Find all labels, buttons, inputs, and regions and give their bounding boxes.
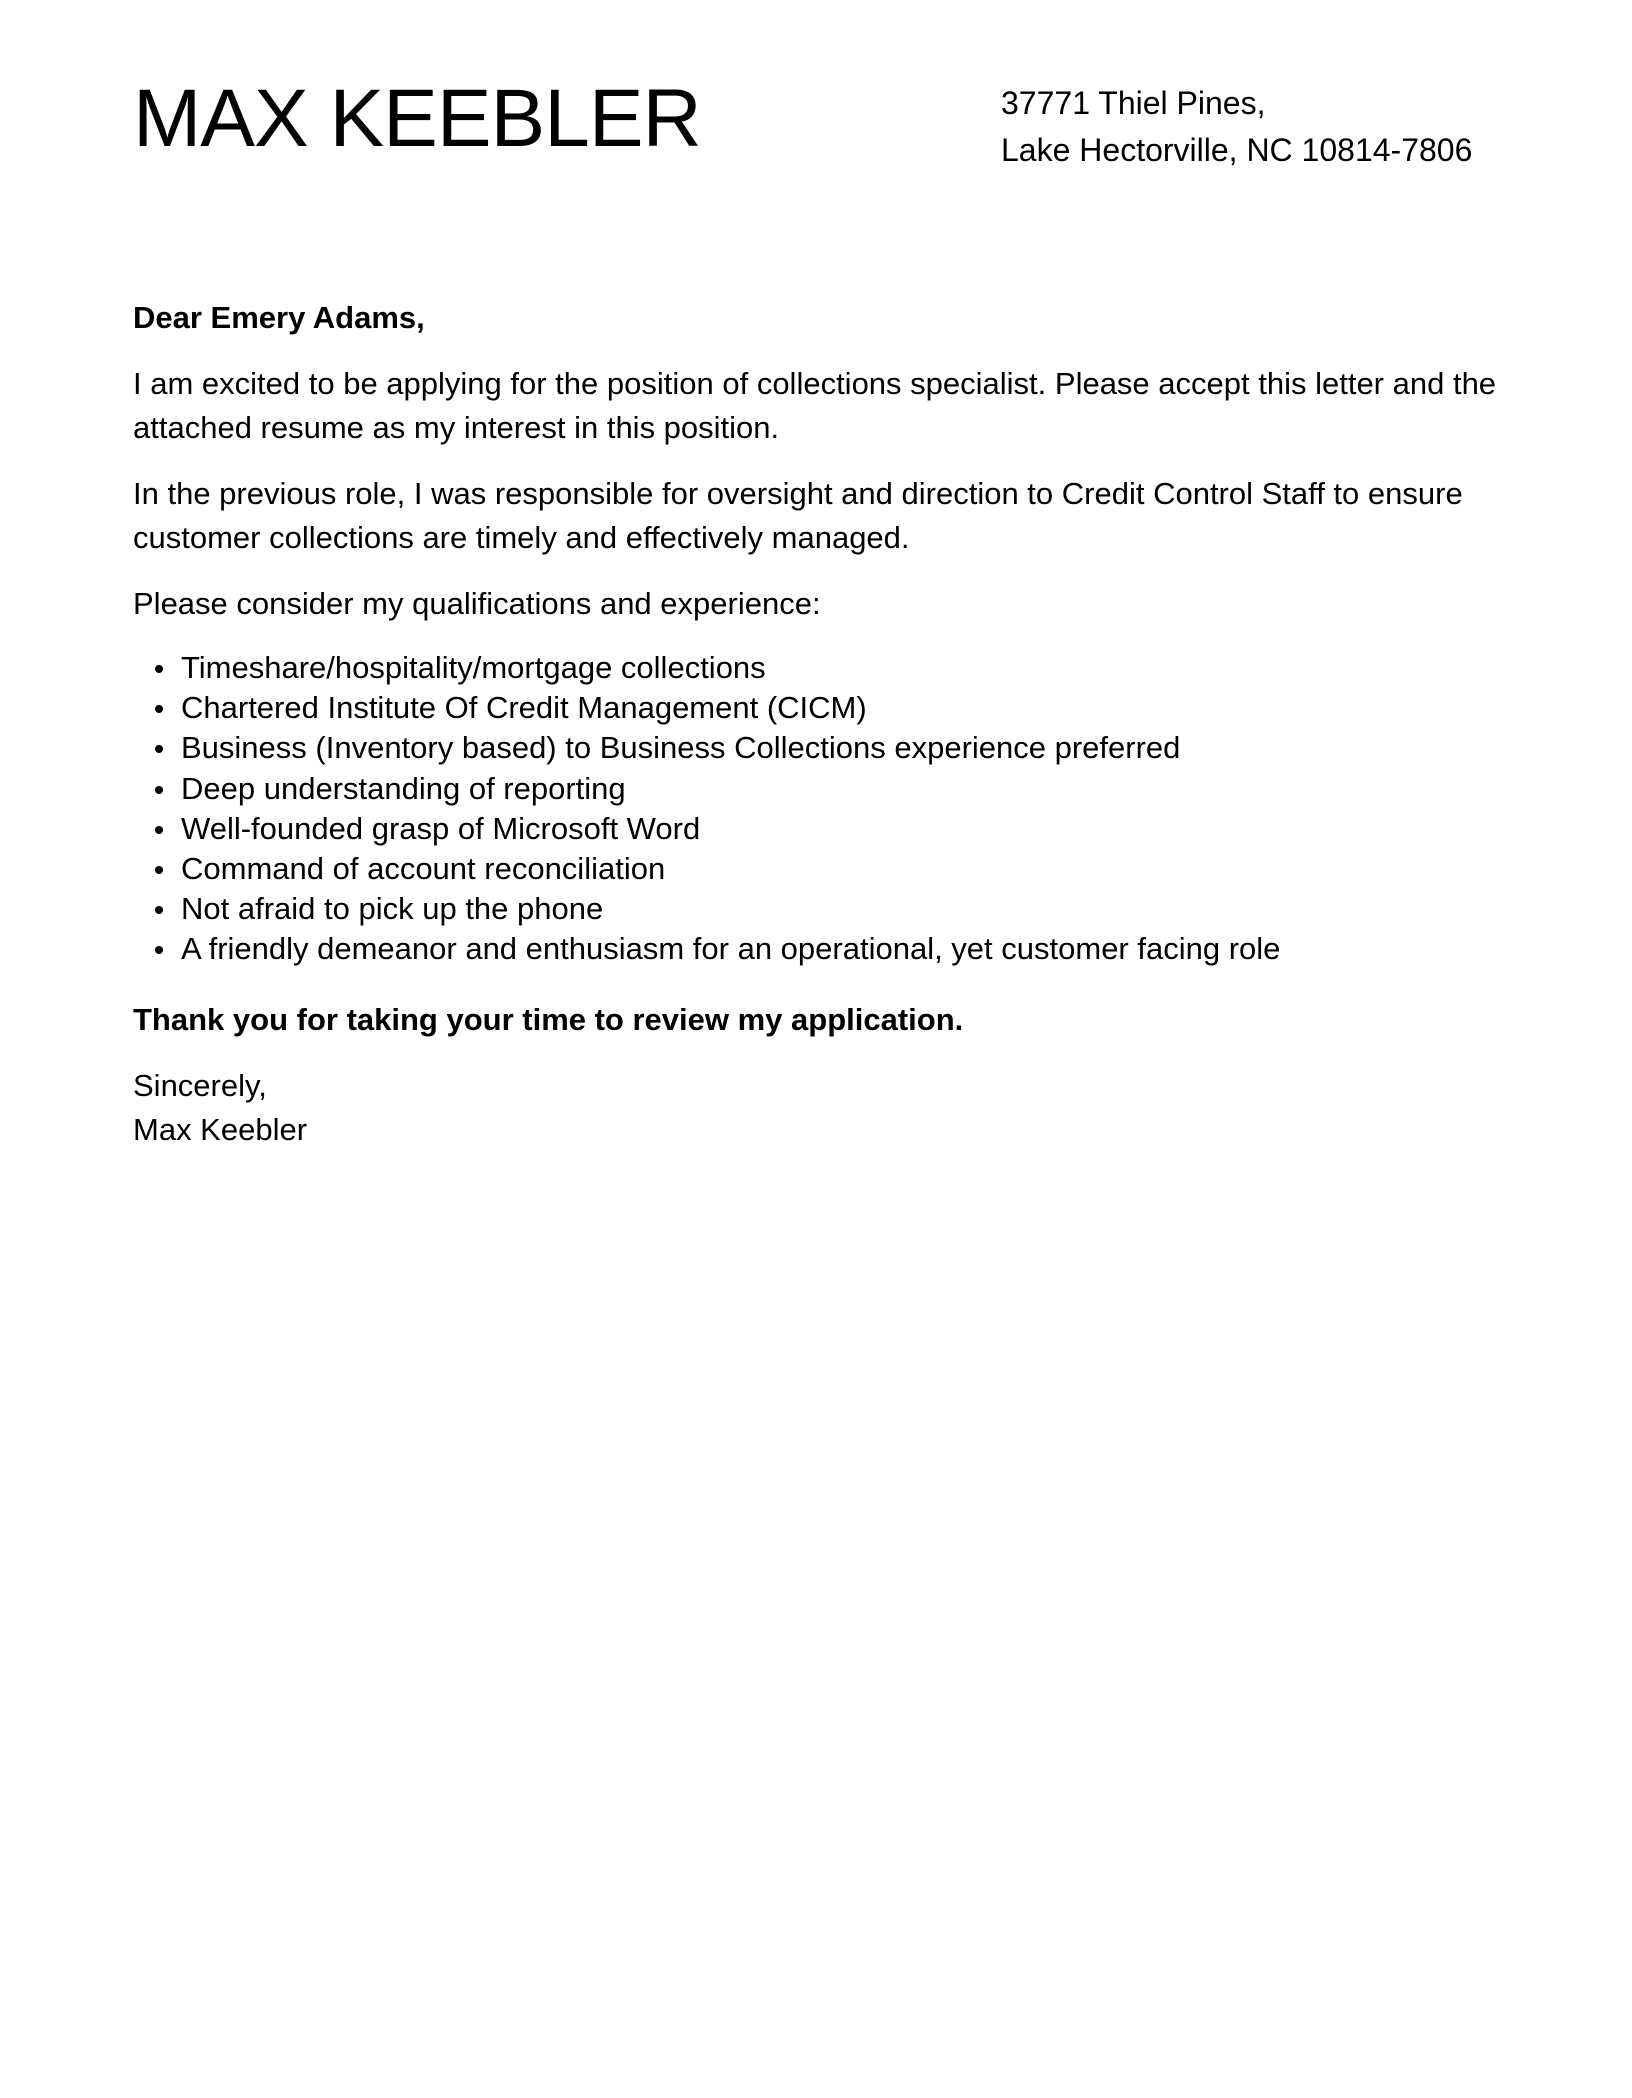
bullet-icon <box>155 705 163 713</box>
list-item-text: Timeshare/hospitality/mortgage collections <box>181 650 766 685</box>
list-item <box>181 929 1499 969</box>
list-item <box>181 688 1499 728</box>
list-item-text: Business (Inventory based) to Business Collections experience preferred <box>181 730 1181 766</box>
list-item <box>181 809 1499 849</box>
list-item <box>181 849 1499 889</box>
bullet-icon <box>155 745 163 753</box>
closing-block <box>133 1064 1499 1152</box>
qualifications-list <box>133 648 1499 970</box>
bullet-icon <box>155 866 163 874</box>
list-item-text: Deep understanding of reporting <box>181 770 626 806</box>
list-item <box>181 728 1499 768</box>
list-item-text: Chartered Institute Of Credit Management (CICM) <box>181 690 867 726</box>
list-item-text: Command of account reconciliation <box>181 851 666 887</box>
thank-you-line: Thank you for taking your time to review my application. <box>133 1001 964 1037</box>
bullet-icon <box>155 786 163 794</box>
bullet-icon <box>155 826 163 834</box>
bullet-icon <box>155 906 163 914</box>
list-item-text: A friendly demeanor and enthusiasm for an operational, yet customer facing role <box>181 931 1281 967</box>
list-item-text: Not afraid to pick up the phone <box>181 891 604 927</box>
signature-name: Max Keebler <box>133 1111 308 1147</box>
list-item-text: Well-founded grasp of Microsoft Word <box>181 810 701 846</box>
list-item <box>181 648 1499 688</box>
bullet-icon <box>155 946 163 954</box>
bullet-icon <box>155 665 163 673</box>
applicant-address <box>1001 80 1472 174</box>
experience-paragraph: In the previous role, I was responsible for oversight and direction to Credit Control Staff to ensure customer collections are timely and effectively managed. <box>133 476 1463 555</box>
intro-paragraph: I am excited to be applying for the position of collections specialist. Please accept this letter and the attached resume as my interest in this position. <box>133 366 1497 445</box>
closing-phrase: Sincerely, <box>133 1067 267 1103</box>
list-item <box>181 769 1499 809</box>
list-item <box>181 889 1499 929</box>
applicant-name: MAX KEEBLER <box>133 73 701 164</box>
address-line-2: Lake Hectorville, NC 10814-7806 <box>1001 132 1473 168</box>
qualifications-intro: Please consider my qualifications and experience: <box>133 586 821 621</box>
letter-header <box>133 70 1499 180</box>
address-line-1: 37771 Thiel Pines, <box>1001 85 1266 121</box>
salutation: Dear Emery Adams, <box>133 300 425 335</box>
letter-body <box>133 296 1499 1152</box>
